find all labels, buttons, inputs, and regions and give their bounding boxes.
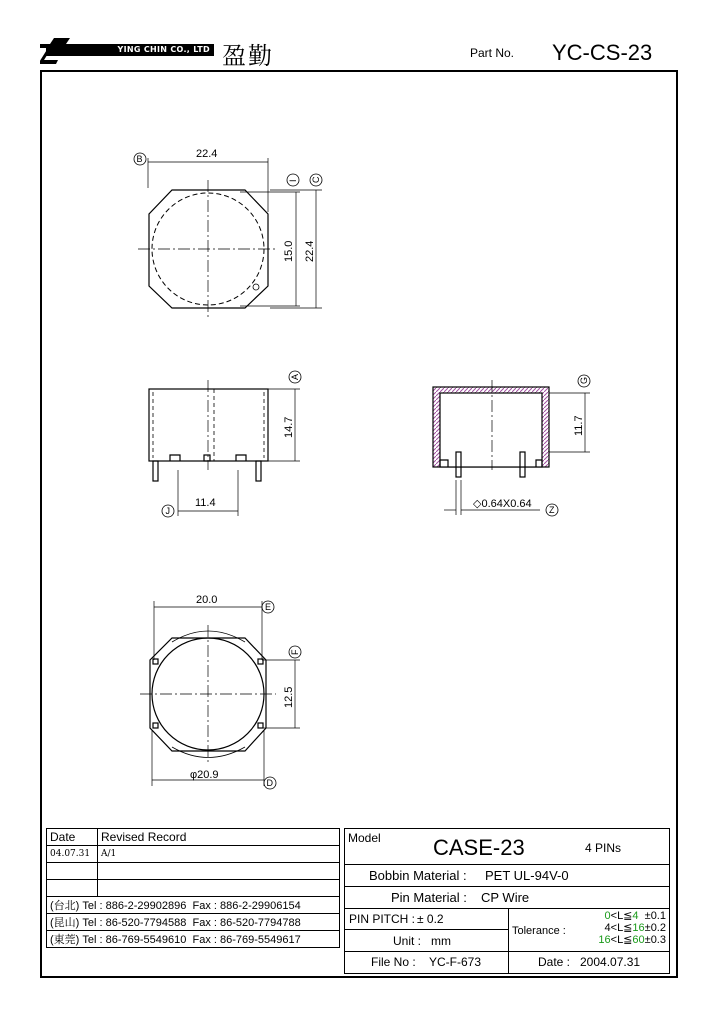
pin-count: 4 PINs xyxy=(585,841,622,855)
tolerance-label: Tolerance : xyxy=(512,925,566,937)
svg-text:J: J xyxy=(165,506,170,516)
ref-label-e xyxy=(262,601,274,613)
col-date-header: Date xyxy=(47,829,98,846)
date-value: 2004.07.31 xyxy=(580,955,641,969)
ref-label-d xyxy=(264,777,276,789)
svg-text:I: I xyxy=(288,179,298,182)
tolerance-row-2: 4<L≦16±0.2 xyxy=(604,922,666,934)
model-value: CASE-23 xyxy=(433,835,525,860)
revision-date: 04.07.31 xyxy=(47,846,98,863)
top-height-dim: 22.4 xyxy=(304,240,316,262)
pin-material-label: Pin Material : xyxy=(391,890,467,905)
revision-date xyxy=(47,863,98,880)
svg-text:Z: Z xyxy=(549,505,555,515)
contact-kunshan: (昆山) Tel : 86-520-7794588 Fax : 86-520-7794788 xyxy=(47,914,340,931)
tolerance-row-3: 16<L≦60±0.3 xyxy=(598,934,666,946)
bobbin-value: PET UL-94V-0 xyxy=(485,868,569,883)
section-pin-dim: ◇0.64X0.64 xyxy=(473,498,532,510)
file-no-label: File No : xyxy=(371,955,416,969)
company-name-cn: 盈勤 xyxy=(222,42,274,70)
svg-text:A: A xyxy=(290,373,300,380)
section-height-dim: 11.7 xyxy=(573,415,585,436)
model-label: Model xyxy=(348,831,381,845)
unit-value: mm xyxy=(431,934,451,948)
spec-table xyxy=(344,828,670,974)
revision-record: A/1 xyxy=(98,846,340,863)
ref-label-a xyxy=(289,371,301,383)
svg-text:C: C xyxy=(311,176,321,183)
col-record-header: Revised Record xyxy=(98,829,340,846)
revision-record xyxy=(98,863,340,880)
top-width-dim: 22.4 xyxy=(196,148,218,160)
bottom-diameter-dim: φ20.9 xyxy=(190,769,219,781)
part-no-label: Part No. xyxy=(470,46,515,60)
contact-taipei: (台北) Tel : 886-2-29902896 Fax : 886-2-29906154 xyxy=(47,897,340,914)
svg-text:F: F xyxy=(290,649,300,655)
pitch-value: ± 0.2 xyxy=(417,912,444,926)
ref-label-i xyxy=(287,174,299,186)
top-inner-dim: 15.0 xyxy=(283,240,295,262)
revision-date xyxy=(47,880,98,897)
svg-text:B: B xyxy=(136,154,143,164)
svg-text:D: D xyxy=(266,778,273,788)
ref-label-g xyxy=(578,375,590,387)
bottom-inner-dim: 12.5 xyxy=(283,686,295,708)
ref-label-c xyxy=(310,174,322,186)
ref-label-f xyxy=(289,646,301,658)
side-height-dim: 14.7 xyxy=(283,416,295,438)
side-view-body xyxy=(149,389,268,461)
pitch-label: PIN PITCH : xyxy=(349,912,416,926)
pin-material-value: CP Wire xyxy=(481,890,530,905)
side-pin-spacing-dim: 11.4 xyxy=(195,497,216,509)
ref-label-z xyxy=(546,504,558,516)
revision-table xyxy=(46,828,340,974)
ref-label-j xyxy=(162,505,174,517)
svg-text:E: E xyxy=(265,602,272,612)
ref-label-b xyxy=(134,153,146,165)
file-no-value: YC-F-673 xyxy=(429,955,482,969)
date-label: Date : xyxy=(538,955,571,969)
tolerance-row-1: 0<L≦4 ±0.1 xyxy=(604,910,666,922)
svg-text:G: G xyxy=(579,376,589,384)
unit-label: Unit : xyxy=(393,934,422,948)
bobbin-label: Bobbin Material : xyxy=(369,868,467,883)
company-name-en: YING CHIN CO., LTD xyxy=(46,44,214,56)
tolerance-rows xyxy=(598,910,666,946)
bottom-width-dim: 20.0 xyxy=(196,594,218,606)
revision-record xyxy=(98,880,340,897)
part-no-value: YC-CS-23 xyxy=(552,40,653,65)
contact-dongguan: (東莞) Tel : 86-769-5549610 Fax : 86-769-5549617 xyxy=(47,931,340,948)
